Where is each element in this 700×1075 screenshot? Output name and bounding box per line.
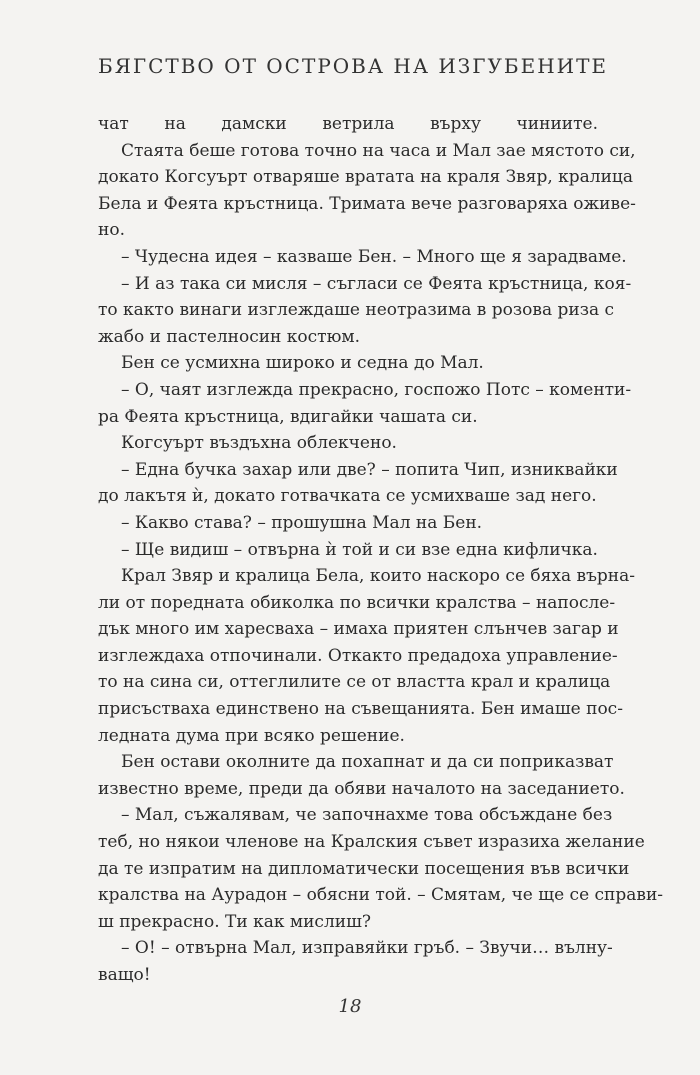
text-line: чат на дамски ветрила върху чиниите. bbox=[98, 114, 598, 134]
text-line: – И аз така си мисля – съгласи се Феята кръстница, коя- bbox=[121, 273, 632, 294]
text-line: изглеждаха отпочинали. Откакто предадоха управление- bbox=[98, 645, 618, 666]
text-line: – О! – отвърна Мал, изправяйки гръб. – Звучи… вълну- bbox=[121, 938, 613, 959]
text-line: Бен се усмихна широко и седна до Мал. bbox=[121, 353, 484, 374]
text-line: да те изпратим на дипломатически посещения във всички bbox=[98, 858, 630, 879]
text-line: ващо! bbox=[98, 965, 151, 985]
page-number: 18 bbox=[338, 996, 362, 1017]
text-line: ра Феята кръстница, вдигайки чашата си. bbox=[98, 406, 478, 427]
text-line: ш прекрасно. Ти как мислиш? bbox=[98, 911, 372, 932]
text-line: кралства на Аурадон – обясни той. – Смятам, че ще се справи- bbox=[98, 885, 664, 906]
text-line: присъстваха единствено на съвещанията. Бен имаше пос- bbox=[98, 699, 623, 720]
text-line: Когсуърт въздъхна облекчено. bbox=[121, 433, 397, 454]
text-line: то както винаги изглеждаше неотразима в розова риза с bbox=[98, 300, 615, 321]
text-line: Крал Звяр и кралица Бела, които наскоро се бяха върна- bbox=[121, 566, 635, 587]
body-text bbox=[98, 111, 664, 989]
text-line: Стаята беше готова точно на часа и Мал зае мястото си, bbox=[121, 140, 636, 161]
text-line: – О, чаят изглежда прекрасно, госпожо Потс – коменти- bbox=[121, 379, 632, 400]
text-line: ледната дума при всяко решение. bbox=[98, 725, 405, 746]
text-line: известно време, преди да обяви началото на заседанието. bbox=[98, 778, 625, 799]
text-line: до лакътя ѝ, докато готвачката се усмихваше зад него. bbox=[98, 486, 597, 507]
text-line: теб, но някои членове на Кралския съвет изразиха желание bbox=[98, 832, 645, 853]
text-line: но. bbox=[98, 220, 125, 241]
text-line: Бен остави околните да похапнат и да си поприказват bbox=[121, 752, 614, 773]
text-line: докато Когсуърт отваряше вратата на краля Звяр, кралица bbox=[98, 167, 633, 188]
text-line: – Какво става? – прошушна Мал на Бен. bbox=[121, 512, 483, 533]
text-line: дък много им харесваха – имаха приятен слънчев загар и bbox=[98, 619, 619, 640]
running-header: БЯГСТВО ОТ ОСТРОВА НА ИЗГУБЕНИТЕ bbox=[98, 54, 609, 78]
text-line: Бела и Феята кръстница. Тримата вече разговаряха оживе- bbox=[98, 193, 636, 214]
text-line: – Чудесна идея – казваше Бен. – Много ще я зарадваме. bbox=[121, 246, 627, 267]
text-line: – Мал, съжалявам, че започнахме това обсъждане без bbox=[121, 805, 613, 826]
text-line: жабо и пастелносин костюм. bbox=[98, 326, 360, 347]
text-line: – Една бучка захар или две? – попита Чип, изниквайки bbox=[121, 459, 618, 480]
text-line: то на сина си, оттеглилите се от властта крал и кралица bbox=[98, 672, 611, 693]
text-line: – Ще видиш – отвърна ѝ той и си взе една кифличка. bbox=[121, 539, 598, 560]
text-line: ли от поредната обиколка по всички кралства – напосле- bbox=[98, 592, 616, 613]
